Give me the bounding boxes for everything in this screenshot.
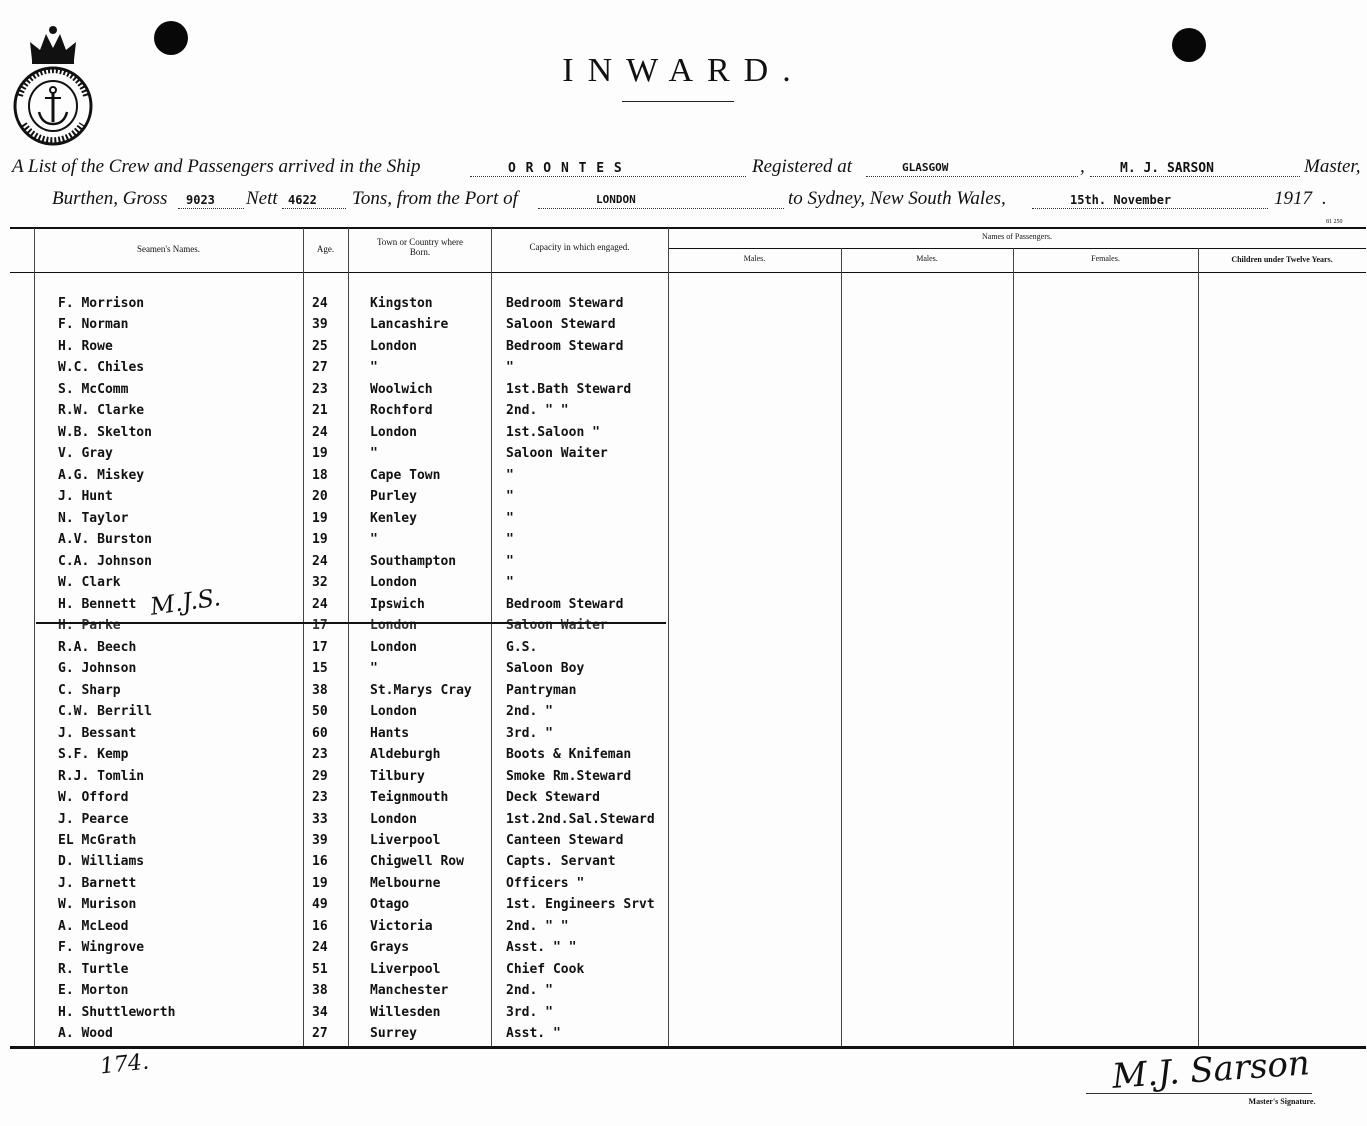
table-row xyxy=(0,854,1367,875)
seaman-birthplace: Lancashire xyxy=(370,317,449,333)
seaman-age: 60 xyxy=(312,725,328,741)
page-title: INWARD. xyxy=(562,52,805,89)
port-field xyxy=(538,190,784,209)
list-intro-label: A List of the Crew and Passengers arrived in the Ship xyxy=(12,156,421,177)
seaman-age: 18 xyxy=(312,467,328,483)
table-row xyxy=(0,360,1367,381)
seaman-age: 24 xyxy=(312,296,328,311)
seaman-age: 49 xyxy=(312,897,328,913)
form-code: 81 250 xyxy=(1326,219,1343,225)
table-row xyxy=(0,296,1367,317)
seaman-name: V. Gray xyxy=(58,446,113,462)
seaman-name: A. McLeod xyxy=(58,918,129,934)
table-row xyxy=(0,962,1367,983)
table-row xyxy=(0,1026,1367,1047)
seaman-capacity: Bedroom Steward xyxy=(506,296,624,311)
port-label: Tons, from the Port of xyxy=(352,188,518,209)
seaman-age: 29 xyxy=(312,768,328,784)
seaman-name: S.F. Kemp xyxy=(58,747,129,763)
seaman-name: J. Barnett xyxy=(58,875,137,891)
table-row xyxy=(0,532,1367,553)
seaman-name: H. Rowe xyxy=(58,338,113,354)
header-seamen: Seamen's Names. xyxy=(136,244,201,254)
header-bottom-rule xyxy=(10,272,1366,273)
seaman-name: W.C. Chiles xyxy=(58,360,145,376)
table-row xyxy=(0,511,1367,532)
table-row xyxy=(0,747,1367,768)
seaman-name: F. Norman xyxy=(58,317,129,333)
table-row xyxy=(0,704,1367,725)
seaman-capacity: 1st.Saloon " xyxy=(506,424,600,440)
seaman-capacity: 2nd. " xyxy=(506,983,553,999)
seaman-birthplace: Hants xyxy=(370,725,410,741)
table-row xyxy=(0,940,1367,961)
seaman-age: 34 xyxy=(312,1004,328,1020)
arrival-year: 1917 xyxy=(1274,188,1312,209)
seaman-age: 19 xyxy=(312,446,328,462)
seaman-name: J. Pearce xyxy=(58,811,129,827)
seaman-name: W. Clark xyxy=(58,575,121,591)
seaman-capacity: G.S. xyxy=(506,639,538,655)
table-row xyxy=(0,446,1367,467)
table-row xyxy=(0,403,1367,424)
seaman-age: 23 xyxy=(312,381,328,397)
seaman-birthplace: London xyxy=(370,704,417,720)
seaman-name: R. Turtle xyxy=(58,961,129,977)
seaman-name: A.V. Burston xyxy=(58,532,152,548)
seaman-age: 24 xyxy=(312,553,328,569)
departure-port: LONDON xyxy=(596,193,636,206)
seaman-birthplace: Teignmouth xyxy=(370,790,449,806)
seaman-birthplace: " xyxy=(370,532,378,548)
table-row xyxy=(0,489,1367,510)
seaman-age: 20 xyxy=(312,489,328,505)
seaman-capacity: 3rd. " xyxy=(506,725,553,741)
seaman-name: R.A. Beech xyxy=(58,639,137,655)
seaman-name: W.B. Skelton xyxy=(58,424,152,440)
seaman-capacity: " xyxy=(506,532,514,548)
seaman-age: 39 xyxy=(312,317,328,333)
table-row xyxy=(0,726,1367,747)
seaman-age: 21 xyxy=(312,403,328,419)
seaman-name: A. Wood xyxy=(58,1026,113,1042)
seaman-birthplace: Chigwell Row xyxy=(370,854,464,870)
seaman-name: J. Bessant xyxy=(58,725,137,741)
seaman-birthplace: London xyxy=(370,639,417,655)
seaman-age: 19 xyxy=(312,510,328,526)
seaman-capacity: 1st.Bath Steward xyxy=(506,381,632,397)
seaman-capacity: Pantryman xyxy=(506,682,577,698)
header-town: Town or Country where Born. xyxy=(376,237,464,257)
signature-label: Master's Signature. xyxy=(1248,1097,1316,1106)
seaman-capacity: Asst. " xyxy=(506,1026,561,1042)
master-name: M. J. SARSON xyxy=(1120,161,1214,176)
table-row xyxy=(0,554,1367,575)
registered-port: GLASGOW xyxy=(902,161,949,174)
table-row xyxy=(0,1005,1367,1026)
destination-label: to Sydney, New South Wales, xyxy=(788,188,1006,209)
seaman-name: H. Parke xyxy=(58,618,121,634)
seaman-birthplace: Otago xyxy=(370,897,410,913)
table-row xyxy=(0,983,1367,1004)
seaman-capacity: " xyxy=(506,467,514,483)
seaman-birthplace: Grays xyxy=(370,940,410,956)
seaman-age: 23 xyxy=(312,790,328,806)
header-age: Age. xyxy=(316,244,335,254)
seaman-age: 23 xyxy=(312,747,328,763)
seaman-birthplace: " xyxy=(370,360,378,376)
seaman-birthplace: Rochford xyxy=(370,403,433,419)
seaman-birthplace: Aldeburgh xyxy=(370,747,441,763)
cancelled-entry-strike xyxy=(36,622,666,624)
seaman-birthplace: Manchester xyxy=(370,983,449,999)
seaman-capacity: " xyxy=(506,510,514,526)
seaman-capacity: Saloon Waiter xyxy=(506,446,608,462)
burthen-label: Burthen, Gross xyxy=(52,188,168,209)
seaman-name: C. Sharp xyxy=(58,682,121,698)
seaman-birthplace: Woolwich xyxy=(370,381,433,397)
comma: , xyxy=(1080,156,1085,177)
header-passengers: Names of Passengers. xyxy=(982,232,1052,241)
seaman-name: D. Williams xyxy=(58,854,145,870)
seaman-birthplace: Willesden xyxy=(370,1004,441,1020)
seaman-birthplace: Melbourne xyxy=(370,875,441,891)
master-label: Master, xyxy=(1304,156,1361,177)
table-row xyxy=(0,425,1367,446)
table-row xyxy=(0,339,1367,360)
seaman-age: 24 xyxy=(312,596,328,612)
seaman-capacity: Bedroom Steward xyxy=(506,596,624,612)
seaman-age: 25 xyxy=(312,338,328,354)
seaman-name: N. Taylor xyxy=(58,510,129,526)
seaman-capacity: Smoke Rm.Steward xyxy=(506,768,632,784)
title-underline xyxy=(622,101,734,102)
seaman-age: 16 xyxy=(312,918,328,934)
seaman-capacity: Saloon Steward xyxy=(506,317,616,333)
seaman-age: 38 xyxy=(312,682,328,698)
table-row xyxy=(0,769,1367,790)
seaman-age: 17 xyxy=(312,639,328,655)
page-number: 174. xyxy=(98,1049,151,1080)
nett-tonnage: 4622 xyxy=(288,193,317,207)
seaman-birthplace: Victoria xyxy=(370,918,433,934)
seaman-birthplace: Surrey xyxy=(370,1026,417,1042)
seaman-age: 27 xyxy=(312,1026,328,1042)
table-row xyxy=(0,661,1367,682)
table-row xyxy=(0,876,1367,897)
seaman-age: 51 xyxy=(312,961,328,977)
seaman-age: 19 xyxy=(312,875,328,891)
table-top-rule xyxy=(10,227,1366,229)
seaman-capacity: " xyxy=(506,553,514,569)
seaman-capacity: Capts. Servant xyxy=(506,854,616,870)
seaman-birthplace: " xyxy=(370,446,378,462)
seaman-capacity: Bedroom Steward xyxy=(506,338,624,354)
seaman-name: E. Morton xyxy=(58,983,129,999)
seaman-name: W. Offord xyxy=(58,790,129,806)
seaman-birthplace: Southampton xyxy=(370,553,457,569)
table-row xyxy=(0,683,1367,704)
seaman-name: W. Murison xyxy=(58,897,137,913)
seaman-birthplace: Kenley xyxy=(370,510,417,526)
table-row xyxy=(0,790,1367,811)
seaman-capacity: Officers " xyxy=(506,875,585,891)
seaman-birthplace: Tilbury xyxy=(370,768,425,784)
seaman-age: 15 xyxy=(312,661,328,677)
seaman-birthplace: Kingston xyxy=(370,296,433,311)
year-period: . xyxy=(1322,188,1327,209)
seaman-age: 19 xyxy=(312,532,328,548)
seaman-age: 39 xyxy=(312,833,328,848)
header-males-1: Males. xyxy=(743,254,766,263)
seaman-name: F. Morrison xyxy=(58,296,145,311)
seaman-age: 24 xyxy=(312,940,328,956)
table-row xyxy=(0,919,1367,940)
table-row xyxy=(0,897,1367,918)
seaman-capacity: Deck Steward xyxy=(506,790,600,806)
header-females: Females. xyxy=(1091,254,1120,263)
seaman-capacity: Chief Cook xyxy=(506,961,585,977)
seaman-age: 33 xyxy=(312,811,328,827)
seaman-capacity: 2nd. " " xyxy=(506,918,569,934)
ship-name: O R O N T E S xyxy=(508,161,623,176)
punch-hole-left xyxy=(154,21,188,55)
seaman-capacity: Canteen Steward xyxy=(506,833,624,848)
seaman-name: G. Johnson xyxy=(58,661,137,677)
nett-label: Nett xyxy=(246,188,278,209)
registered-field xyxy=(866,158,1078,177)
seaman-birthplace: " xyxy=(370,661,378,677)
seaman-name: C.W. Berrill xyxy=(58,704,152,720)
seaman-capacity: 1st.2nd.Sal.Steward xyxy=(506,811,655,827)
seaman-name: J. Hunt xyxy=(58,489,113,505)
seaman-birthplace: London xyxy=(370,811,417,827)
seaman-birthplace: London xyxy=(370,338,417,354)
seaman-capacity: Asst. " " xyxy=(506,940,577,956)
seaman-name: H. Bennett xyxy=(58,596,137,612)
master-signature: M.J. Sarson xyxy=(1110,1043,1312,1097)
seaman-capacity: " xyxy=(506,489,514,505)
seaman-capacity: Saloon Waiter xyxy=(506,618,608,634)
seaman-capacity: 2nd. " " xyxy=(506,403,569,419)
seaman-capacity: 3rd. " xyxy=(506,1004,553,1020)
table-row xyxy=(0,317,1367,338)
seaman-name: F. Wingrove xyxy=(58,940,145,956)
seaman-capacity: " xyxy=(506,575,514,591)
seaman-name: A.G. Miskey xyxy=(58,467,145,483)
seaman-age: 16 xyxy=(312,854,328,870)
passenger-subheader-rule xyxy=(668,248,1366,249)
seaman-name: R.W. Clarke xyxy=(58,403,145,419)
table-row xyxy=(0,833,1367,854)
seaman-name: H. Shuttleworth xyxy=(58,1004,176,1020)
table-row xyxy=(0,640,1367,661)
seaman-capacity: 1st. Engineers Srvt xyxy=(506,897,655,913)
header-males-2: Males. xyxy=(916,254,938,263)
correction-initials: M.J.S. xyxy=(148,583,223,621)
seaman-age: 17 xyxy=(312,618,328,634)
header-children: Children under Twelve Years. xyxy=(1231,255,1333,264)
seaman-age: 32 xyxy=(312,575,328,591)
seaman-name: S. McComm xyxy=(58,381,129,397)
seaman-capacity: Saloon Boy xyxy=(506,661,585,677)
registered-label: Registered at xyxy=(752,156,853,177)
arrival-date: 15th. November xyxy=(1070,193,1172,207)
table-row xyxy=(0,382,1367,403)
seaman-name: EL McGrath xyxy=(58,833,137,848)
header-capacity: Capacity in which engaged. xyxy=(529,242,630,252)
seaman-birthplace: St.Marys Cray xyxy=(370,682,472,698)
seaman-age: 38 xyxy=(312,983,328,999)
seaman-capacity: Boots & Knifeman xyxy=(506,747,632,763)
seaman-name: C.A. Johnson xyxy=(58,553,152,569)
seaman-age: 24 xyxy=(312,424,328,440)
seaman-name: R.J. Tomlin xyxy=(58,768,145,784)
seaman-birthplace: Cape Town xyxy=(370,467,441,483)
seaman-age: 50 xyxy=(312,704,328,720)
seaman-birthplace: Purley xyxy=(370,489,417,505)
seaman-age: 27 xyxy=(312,360,328,376)
table-row xyxy=(0,812,1367,833)
seaman-birthplace: London xyxy=(370,424,417,440)
seaman-birthplace: Ipswich xyxy=(370,596,425,612)
seaman-birthplace: Liverpool xyxy=(370,833,441,848)
gross-tonnage: 9023 xyxy=(186,193,215,207)
table-row xyxy=(0,468,1367,489)
seaman-birthplace: Liverpool xyxy=(370,961,441,977)
seaman-capacity: 2nd. " xyxy=(506,704,553,720)
seaman-birthplace: London xyxy=(370,618,417,634)
seaman-capacity: " xyxy=(506,360,514,376)
seaman-birthplace: London xyxy=(370,575,417,591)
